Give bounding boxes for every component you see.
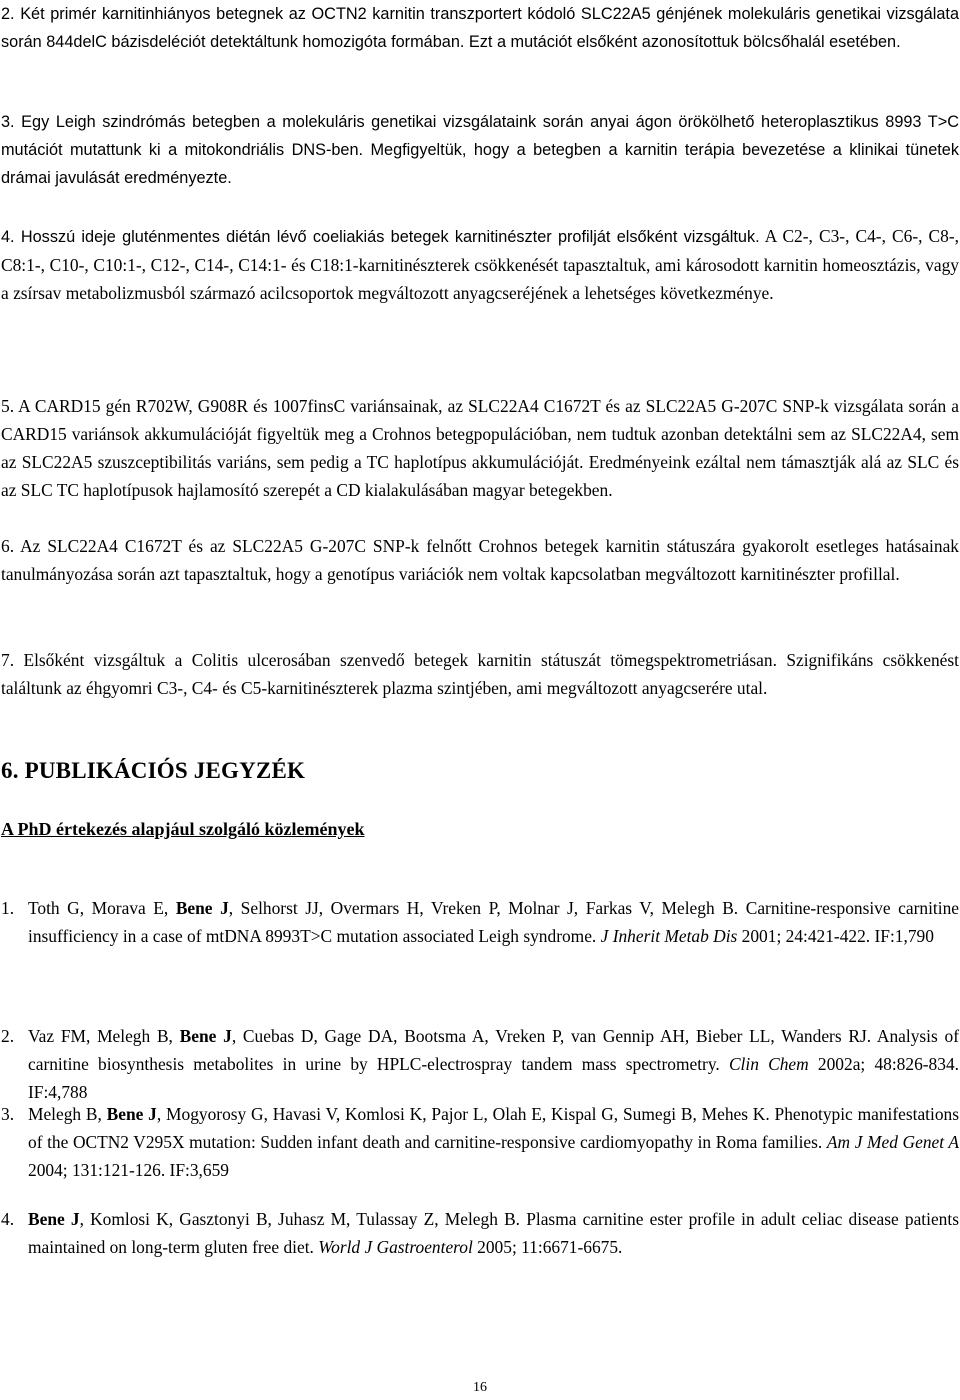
finding-number: 5. xyxy=(1,396,15,416)
publication-item xyxy=(1,1205,959,1261)
finding-text: Az SLC22A4 C1672T és az SLC22A5 G-207C SNP-k felnőtt Crohnos betegek karnitin státuszára gyakorolt esetleges hatásainak tanulmányozása során azt tapasztaltuk, hogy a genotípus variációk nem voltak kapcsolatban megváltozott karnitinészter profillal. xyxy=(1,536,959,584)
publication-item xyxy=(1,1100,959,1184)
publication-number: 4. xyxy=(1,1209,15,1229)
publication-number: 1. xyxy=(1,898,15,918)
publication-authors-rest: , Komlosi K, Gasztonyi B, Juhasz M, Tulassay Z, Melegh B. xyxy=(79,1209,527,1229)
finding-number: 7. xyxy=(1,650,15,670)
publication-title: Analysis of carnitine biosynthesis metabolites in urine by HPLC-electrospray tandem mass spectrometry. xyxy=(28,1026,960,1074)
finding-text-continued: A C2-, C3-, C4-, C6-, C8-, C8:1-, C10-, C10:1-, C12-, C14-, C14:1- és C18:1-karnitinészterek csökkenését tapasztaltuk, ami károsodott karnitin homeosztázis, vagy a zsírsav metabolizmusból származó acilcsoportok megváltozott anyagcseréjének a lehetséges következménye. xyxy=(1,226,959,303)
finding-number: 3. xyxy=(1,113,15,131)
publication-title: Plasma carnitine ester profile in adult celiac disease patients maintained on long-term gluten free diet. xyxy=(28,1209,959,1257)
publication-authors: Toth G, Morava E, xyxy=(28,898,176,918)
publication-authors-rest: , Cuebas D, Gage DA, Bootsma A, Vreken P, van Gennip AH, Bieber LL, Wanders RJ. xyxy=(231,1026,877,1046)
finding-number: 2. xyxy=(1,5,15,23)
publication-number: 3. xyxy=(1,1104,15,1124)
finding-4 xyxy=(1,222,959,307)
publication-number: 2. xyxy=(1,1026,15,1046)
publication-citation: 2001; 24:421-422. IF:1,790 xyxy=(737,926,934,946)
publication-authors-rest: , Mogyorosy G, Havasi V, Komlosi K, Pajor L, Olah E, Kispal G, Sumegi B, Mehes K. xyxy=(156,1104,775,1124)
publication-journal: World J Gastroenterol xyxy=(318,1237,473,1257)
finding-5 xyxy=(1,392,959,504)
publication-self-author: Bene J xyxy=(175,898,229,918)
publication-journal: Clin Chem xyxy=(728,1054,809,1074)
publication-citation: 2005; 11:6671-6675. xyxy=(472,1237,623,1257)
finding-3 xyxy=(1,108,959,192)
publication-item xyxy=(1,1022,959,1106)
finding-6 xyxy=(1,532,959,588)
publication-self-author: Bene J xyxy=(28,1209,80,1229)
finding-text: Két primér karnitinhiányos betegnek az OCTN2 karnitin transzportert kódoló SLC22A5 génjének molekuláris genetikai vizsgálata során 844delC bázisdeléciót detektáltunk homozigóta formában. Ezt a mutációt elsőként azonosítottuk bölcsőhalál esetében. xyxy=(1,5,959,51)
finding-text: A CARD15 gén R702W, G908R és 1007finsC variánsainak, az SLC22A4 C1672T és az SLC22A5 G-207C SNP-k vizsgálata során a CARD15 variánsok akkumulációját figyeltük meg a Crohnos betegpopulációban, nem tudtuk azonban detektálni sem az SLC22A4, sem az SLC22A5 szuszceptibilitás variáns, sem pedig a TC haplotípus akkumulációját. xyxy=(1,396,959,472)
finding-text: Egy Leigh szindrómás betegben a molekuláris genetikai vizsgálataink során anyai ágon örökölhető heteroplasztikus 8993 T>C mutációt mutattunk ki a mitokondriális DNS-ben. Megfigyeltük, hogy a betegben a karnitin terápia bevezetése a klinikai tünetek drámai javulását eredményezte. xyxy=(1,113,959,187)
publication-item xyxy=(1,894,959,950)
finding-number: 4. xyxy=(1,228,15,246)
publication-journal: Am J Med Genet A xyxy=(826,1132,959,1152)
section-heading: 6. PUBLIKÁCIÓS JEGYZÉK xyxy=(1,758,306,783)
publication-authors: Melegh B, xyxy=(28,1104,107,1124)
publication-citation: 2002a; 48:826-834. IF:4,788 xyxy=(28,1054,959,1102)
page-number: 16 xyxy=(473,1380,487,1395)
publication-self-author: Bene J xyxy=(106,1104,157,1124)
publication-self-author: Bene J xyxy=(179,1026,232,1046)
publication-journal: J Inherit Metab Dis xyxy=(600,926,738,946)
finding-number: 6. xyxy=(1,536,15,556)
publication-title: Phenotypic manifestations of the OCTN2 V295X mutation: Sudden infant death and carnitine-responsive cardiomyopathy in Roma families. xyxy=(28,1104,960,1152)
finding-text: Hosszú ideje gluténmentes diétán lévő coeliakiás betegek karnitinészter profilját elsőként vizsgáltuk. xyxy=(14,228,760,246)
finding-text-continued: Eredményeink ezáltal nem támasztják alá az SLC és az SLC TC haplotípusok hajlamosító szerepét a CD kialakulásában magyar betegekben. xyxy=(1,452,959,500)
publication-authors-rest: , Selhorst JJ, Overmars H, Vreken P, Molnar J, Farkas V, Melegh B. xyxy=(228,898,746,918)
publication-title: Carnitine-responsive carnitine insufficiency in a case of mtDNA 8993T>C mutation associated Leigh syndrome. xyxy=(28,898,959,946)
subheading: A PhD értekezés alapjául szolgáló közlemények xyxy=(1,819,365,839)
publication-citation: 2004; 131:121-126. IF:3,659 xyxy=(28,1160,229,1180)
publication-authors: Vaz FM, Melegh B, xyxy=(28,1026,180,1046)
finding-7 xyxy=(1,646,959,702)
finding-2 xyxy=(1,0,959,56)
finding-text: Elsőként vizsgáltuk a Colitis ulcerosában szenvedő betegek karnitin státuszát tömegspektrometriásan. Szignifikáns csökkenést találtunk az éhgyomri C3-, C4- és C5-karnitinészterek plazma szintjében, ami megváltozott anyagcserére utal. xyxy=(1,650,959,698)
